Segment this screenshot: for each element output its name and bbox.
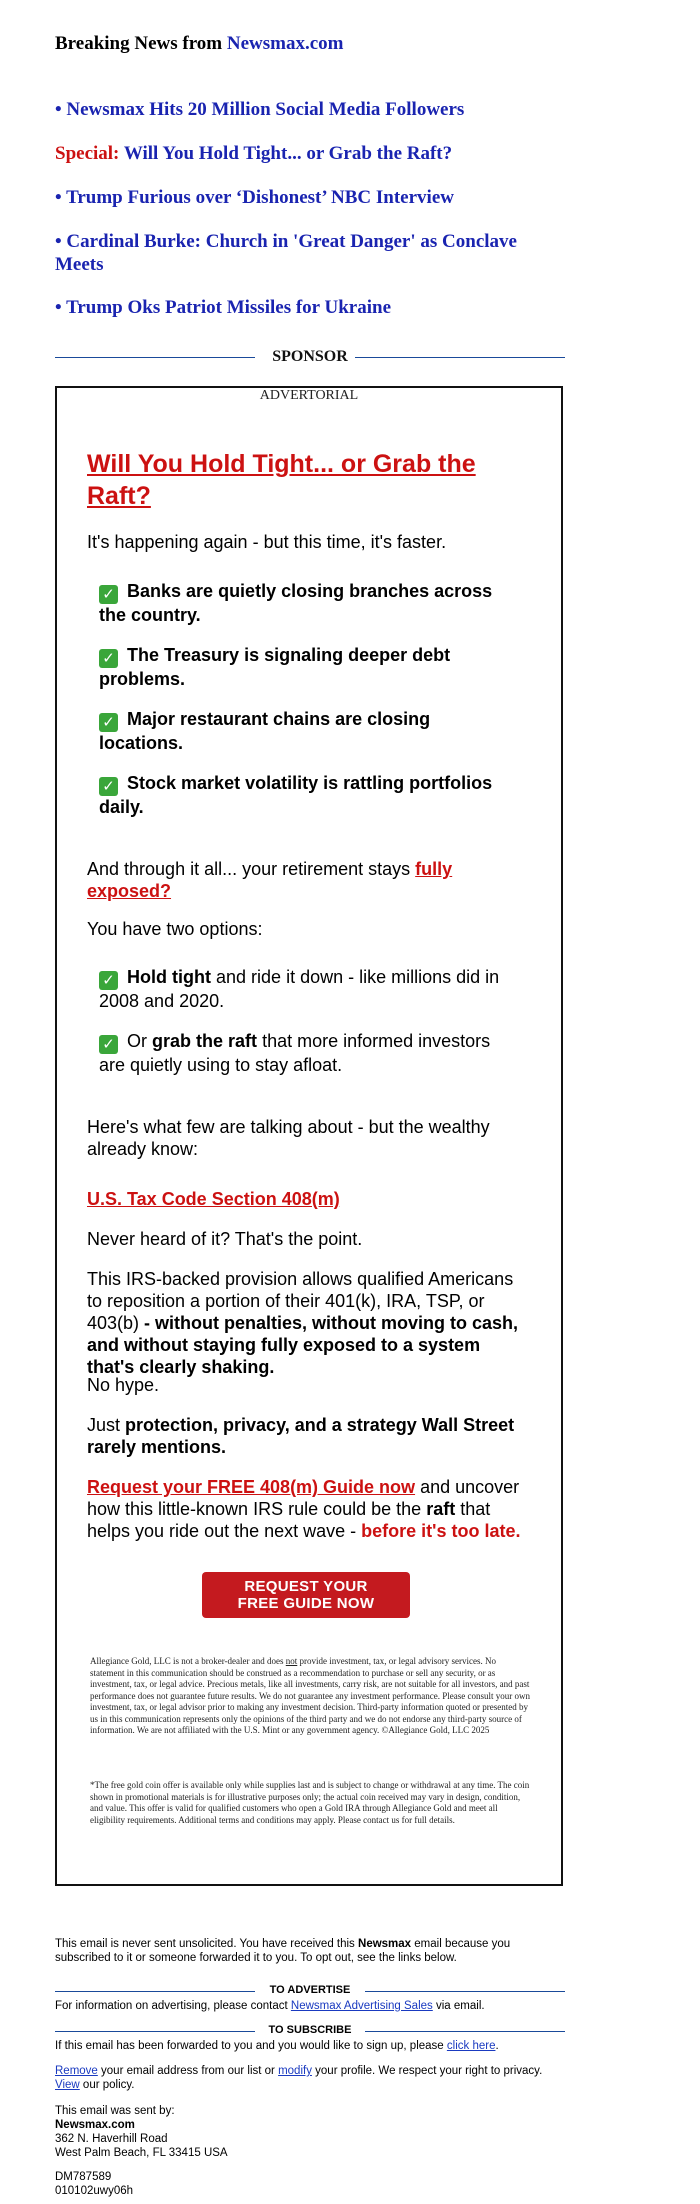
checkmark-icon: ✓ <box>99 713 118 732</box>
advertise-divider <box>55 1984 565 1998</box>
disclaimer-text: Allegiance Gold, LLC is not a broker-dealer and does not provide investment, tax, or legal advisory services. No statement in this communication should be construed as a recommendation to purchase or sell any security, or as investment, tax, or legal advice. Precious metals, like all investments, carry risk, are not suitable for all investors, and past performance does not guarantee future results. We do not guarantee any investment performance. Please consult your own investment, tax, or legal advisor prior to making any investment decision. Third-party information quoted or presented by us in this communication represents only the opinions of the third party and we do not endorse any third-party source of information. We are not affiliated with the U.S. Mint or any government agency. ©Allegiance Gold, LLC 2025 <box>90 1656 530 1735</box>
request-paragraph: Request your FREE 408(m) Guide now and uncover how this little-known IRS rule could be the raft that helps you ride out the next wave - before it's too late. <box>87 1477 521 1541</box>
privacy-info: Remove your email address from our list or modify your profile. We respect your right to privacy. View our policy. <box>55 2065 543 2091</box>
view-policy-link[interactable]: View <box>55 2079 80 2091</box>
email-header: Breaking News from Newsmax.com <box>55 33 344 54</box>
sponsor-label: SPONSOR <box>272 348 348 365</box>
sign-item: ✓ Banks are quietly closing branches across the country. <box>99 581 493 625</box>
advertise-label: TO ADVERTISE <box>269 1984 351 1996</box>
option-item: ✓ Hold tight and ride it down - like millions did in 2008 and 2020. <box>99 967 500 1011</box>
headline-link[interactable]: • Trump Furious over ‘Dishonest’ NBC Interview <box>55 187 454 208</box>
request-guide-button[interactable]: REQUEST YOUR FREE GUIDE NOW <box>202 1572 410 1618</box>
wealthy-paragraph: Here's what few are talking about - but the wealthy already know: <box>87 1117 490 1159</box>
sign-item: ✓ Major restaurant chains are closing locations. <box>99 709 431 753</box>
checkmark-icon: ✓ <box>99 1035 118 1054</box>
headline-link[interactable]: • Cardinal Burke: Church in 'Great Danger' as Conclave Meets <box>55 231 517 275</box>
tracking-codes: DM787589 010102uwy06h <box>55 2171 134 2197</box>
advertise-info: For information on advertising, please contact Newsmax Advertising Sales via email. <box>55 2000 485 2012</box>
advertorial-box <box>55 386 563 1886</box>
option-item: ✓ Or grab the raft that more informed investors are quietly using to stay afloat. <box>99 1031 491 1075</box>
fully-exposed-link[interactable]: fully exposed? <box>87 859 453 901</box>
headline-link[interactable]: • Trump Oks Patriot Missiles for Ukraine <box>55 297 391 318</box>
sign-item: ✓ Stock market volatility is rattling portfolios daily. <box>99 773 493 817</box>
advertorial-label: ADVERTORIAL <box>259 388 359 403</box>
no-hype-paragraph: No hype. <box>87 1375 160 1395</box>
unsolicited-notice: This email is never sent unsolicited. You have received this Newsmax email because you subscribed to it or someone forwarded it to you. To opt out, see the links below. <box>55 1938 511 1964</box>
sender-info: This email was sent by: Newsmax.com 362 N. Haverhill Road West Palm Beach, FL 33415 USA <box>55 2104 565 2160</box>
sign-up-link[interactable]: click here <box>446 2040 496 2052</box>
tax-code-link[interactable]: U.S. Tax Code Section 408(m) <box>87 1189 340 1209</box>
checkmark-icon: ✓ <box>99 971 118 990</box>
modify-link[interactable]: modify <box>278 2065 312 2077</box>
never-heard-paragraph: Never heard of it? That's the point. <box>87 1229 363 1249</box>
request-guide-link[interactable]: Request your FREE 408(m) Guide now <box>87 1477 416 1497</box>
checkmark-icon: ✓ <box>99 585 118 604</box>
remove-link[interactable]: Remove <box>55 2065 98 2077</box>
headline-link-special[interactable]: Special: Will You Hold Tight... or Grab the Raft? <box>55 143 453 164</box>
subscribe-divider <box>55 2024 565 2038</box>
brand-link[interactable]: Newsmax.com <box>226 33 344 54</box>
coin-offer-text: *The free gold coin offer is available only while supplies last and is subject to change or withdrawal at any time. The coin shown in promotional materials is for illustrative purposes only; the actual coin received may vary in design, condition, and value. This offer is valid for qualified customers who open a Gold IRA through Allegiance Gold and meet all eligibility requirements. Additional terms and conditions may apply. Please contact us for full details. <box>90 1780 530 1825</box>
exposed-paragraph: And through it all... your retirement stays fully exposed? <box>87 859 453 901</box>
headline-link[interactable]: • Newsmax Hits 20 Million Social Media Followers <box>55 99 465 120</box>
subscribe-info: If this email has been forwarded to you and you would like to sign up, please click here. <box>55 2040 499 2052</box>
options-intro: You have two options: <box>87 919 263 939</box>
subscribe-label: TO SUBSCRIBE <box>268 2024 352 2036</box>
sign-item: ✓ The Treasury is signaling deeper debt problems. <box>99 645 451 689</box>
protection-paragraph: Just protection, privacy, and a strategy Wall Street rarely mentions. <box>87 1415 515 1457</box>
checkmark-icon: ✓ <box>99 649 118 668</box>
irs-paragraph: This IRS-backed provision allows qualified Americans to reposition a portion of their 401(k), IRA, TSP, or 403(b) - without penalties, without moving to cash, and without staying fully exposed to a system that's clearly shaking. <box>87 1269 519 1377</box>
ad-intro: It's happening again - but this time, it's faster. <box>87 532 447 552</box>
advertising-sales-link[interactable]: Newsmax Advertising Sales <box>290 2000 433 2012</box>
sender-company: Newsmax.com <box>55 2119 135 2131</box>
ad-title-link[interactable]: Will You Hold Tight... or Grab the Raft? <box>87 450 476 510</box>
sponsor-divider <box>55 347 565 367</box>
checkmark-icon: ✓ <box>99 777 118 796</box>
